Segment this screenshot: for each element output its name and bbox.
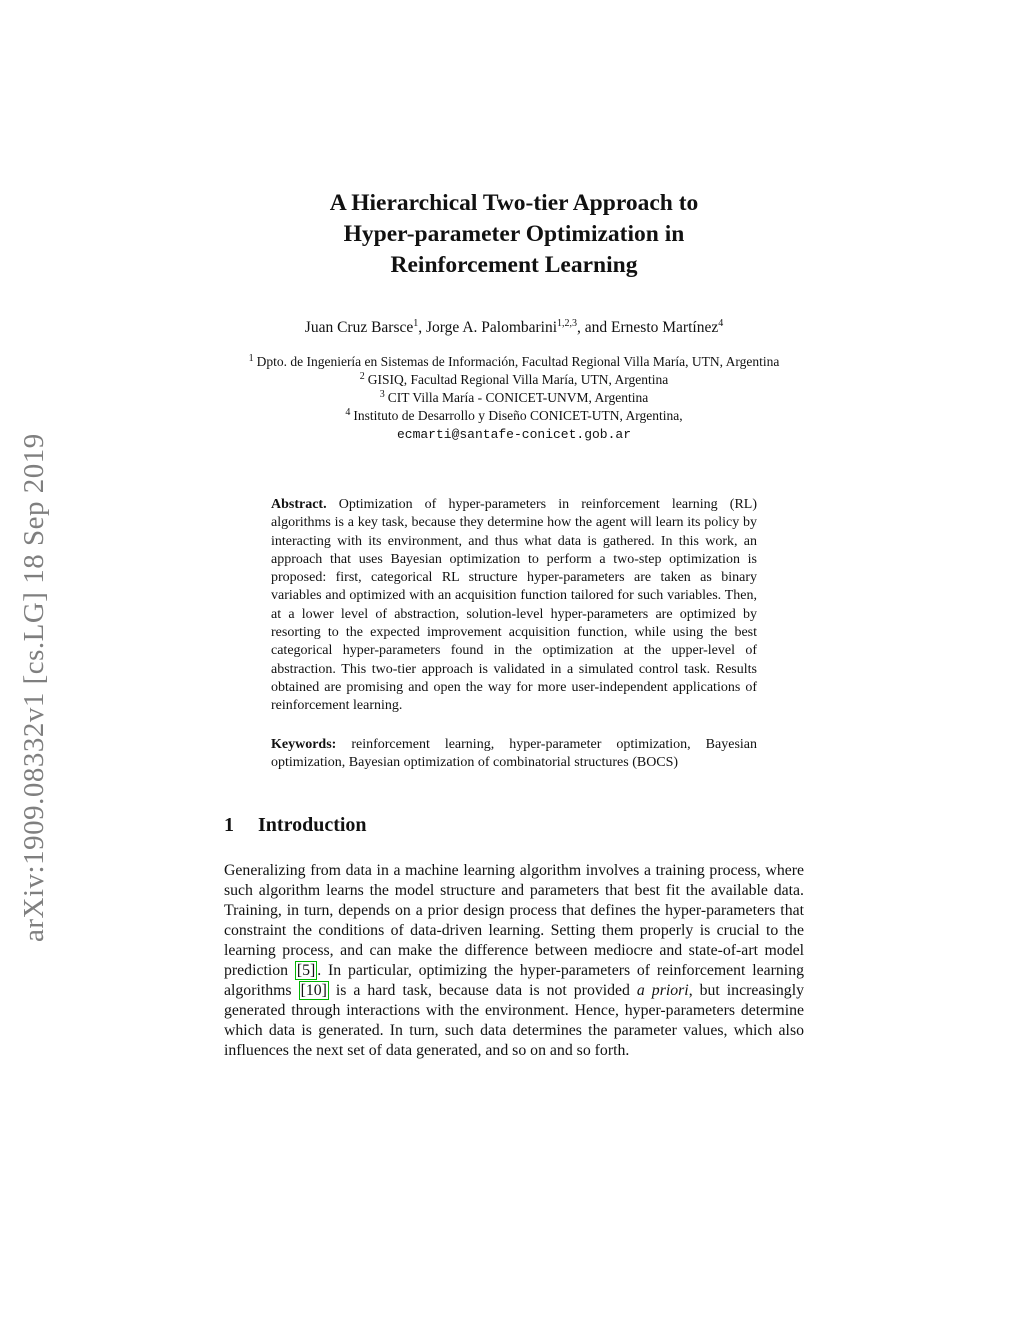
paragraph-text: . In particular, optimizing the hyper-parameters of reinforcement learning algorithms [224,962,804,1000]
author-name: , and Ernesto Martínez [577,319,719,336]
title-line-2: Hyper-parameter Optimization in [343,221,685,247]
title-line-3: Reinforcement Learning [390,252,638,278]
abstract [271,496,757,716]
affiliation-text: Instituto de Desarrollo y Diseño CONICET-UTN, Argentina, [353,408,683,423]
paragraph-text: is a hard task, because data is not provided [328,982,637,1000]
section-heading [224,814,804,837]
intro-paragraph [224,861,804,1061]
affiliation [224,407,804,425]
affiliation-number: 2 [359,370,365,382]
contact-email: ecmarti@santafe-conicet.gob.ar [396,427,632,442]
section-title: Introduction [258,814,367,837]
title-line-1: A Hierarchical Two-tier Approach to [329,190,699,216]
affiliation [224,371,804,389]
citation-link-5[interactable]: [5] [296,962,316,980]
citation-link-10[interactable]: [10] [300,982,327,1000]
affiliation-text: Dpto. de Ingeniería en Sistemas de Información, Facultad Regional Villa María, UTN, Argentina [256,354,780,369]
affiliation-text: CIT Villa María - CONICET-UNVM, Argentina [387,390,649,405]
keywords [271,736,757,773]
abstract-label: Abstract. [271,497,327,512]
paragraph-text: , but increasingly generated through interactions with the environment. Hence, hyper-parameters determine which data is generated. In turn, such data determines the parameter values, which also influences the next set of data generated, and so on and so forth. [224,982,804,1060]
keywords-text: reinforcement learning, hyper-parameter optimization, Bayesian optimization, Bayesian optimization of combinatorial structures (BOCS) [271,736,757,770]
affiliation-number: 1 [248,352,254,364]
paragraph-text: Generalizing from data in a machine learning algorithm involves a training process, where such algorithm learns the model structure and parameters that best fit the available data. Training, in turn, depends on a prior design process that defines the hyper-parameters that constraint the conditions of data-driven learning. Setting them properly is crucial to the learning process, and can make the difference between mediocre and state-of-art model prediction [224,862,804,980]
affiliation [224,353,804,371]
section-number: 1 [224,814,234,837]
affiliation [224,389,804,407]
author-affil-marker: 4 [718,317,724,329]
author-name: , Jorge A. Palombarini [418,319,558,336]
paragraph-italic-text: a priori [636,982,689,1000]
affiliation-number: 4 [345,406,351,418]
arxiv-watermark: arXiv:1909.08332v1 [cs.LG] 18 Sep 2019 [18,433,50,942]
abstract-text: Optimization of hyper-parameters in reinforcement learning (RL) algorithms is a key task, because they determine how the agent will learn its policy by interacting with its environment, and thus what data is gathered. In this work, an approach that uses Bayesian optimization to perform a two-step optimization is proposed: first, categorical RL structure hyper-parameters are taken as binary variables and optimized with an acquisition function tailored for such variables. Then, at a lower level of abstraction, solution-level hyper-parameters are optimized by resorting to the expected improvement acquisition function, while using the best categorical hyper-parameters found in the optimization at the upper-level of abstraction. This two-tier approach is validated in a simulated control task. Results obtained are promising and open the way for more user-independent applications of reinforcement learning. [271,497,757,714]
affiliations-block [224,353,804,444]
paper-title [224,188,804,281]
author-name: Juan Cruz Barsce [304,319,414,336]
affiliation-number: 3 [379,388,385,400]
author-affil-marker: 1,2,3 [557,317,578,329]
affiliation-text: GISIQ, Facultad Regional Villa María, UTN, Argentina [367,372,669,387]
author-affil-marker: 1 [413,317,419,329]
authors-line [224,319,804,337]
paper-content [224,0,804,1061]
keywords-label: Keywords: [271,736,337,752]
